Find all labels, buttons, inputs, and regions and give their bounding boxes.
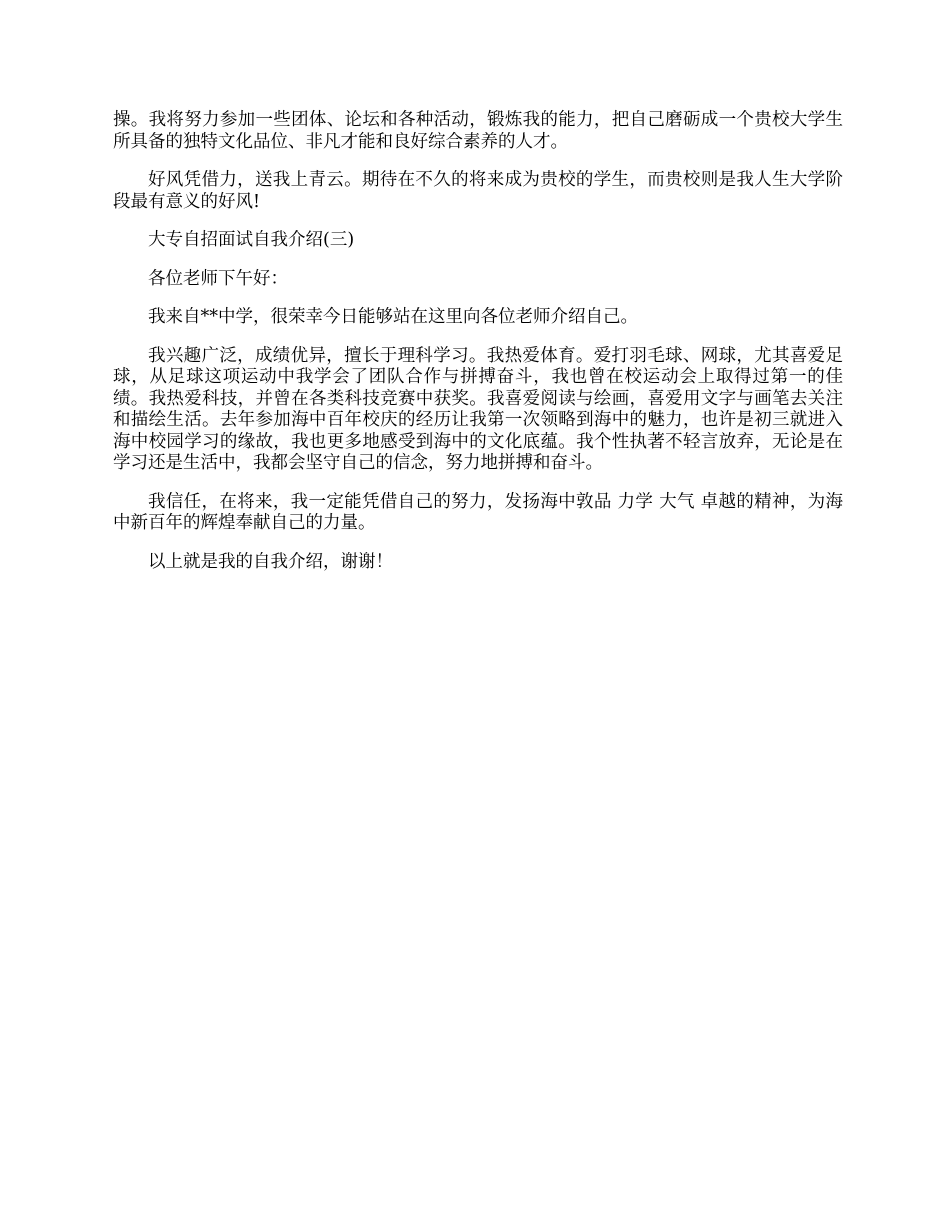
- paragraph-aspiration: 我信任，在将来，我一定能凭借自己的努力，发扬海中敦品 力学 大气 卓越的精神，为海中新百年的辉煌奉献自己的力量。: [113, 491, 843, 533]
- paragraph-closing-wish: 好风凭借力，送我上青云。期待在不久的将来成为贵校的学生，而贵校则是我人生大学阶段最有意义的好风!: [113, 170, 843, 212]
- document-body: [113, 110, 843, 590]
- greeting: 各位老师下午好：: [148, 268, 288, 289]
- paragraph-interests: 我兴趣广泛，成绩优异，擅长于理科学习。我热爱体育。爱打羽毛球、网球，尤其喜爱足球，从足球这项运动中我学会了团队合作与拼搏奋斗，我也曾在校运动会上取得过第一的佳绩。我热爱科技，并曾在各类科技竞赛中获奖。我喜爱阅读与绘画，喜爱用文字与画笔去关注和描绘生活。去年参加海中百年校庆的经历让我第一次领略到海中的魅力，也许是初三就进入海中校园学习的缘故，我也更多地感受到海中的文化底蕴。我个性执著不轻言放弃，无论是在学习还是生活中，我都会坚守自己的信念，努力地拼搏和奋斗。: [113, 345, 843, 473]
- paragraph-introduction: 我来自**中学，很荣幸今日能够站在这里向各位老师介绍自己。: [148, 307, 638, 327]
- paragraph-continuation: 操。我将努力参加一些团体、论坛和各种活动，锻炼我的能力，把自己磨砺成一个贵校大学生所具备的独特文化品位、非凡才能和良好综合素养的人才。: [113, 110, 843, 152]
- section-heading: 大专自招面试自我介绍(三): [148, 230, 355, 250]
- paragraph-thanks: 以上就是我的自我介绍，谢谢！: [148, 551, 393, 572]
